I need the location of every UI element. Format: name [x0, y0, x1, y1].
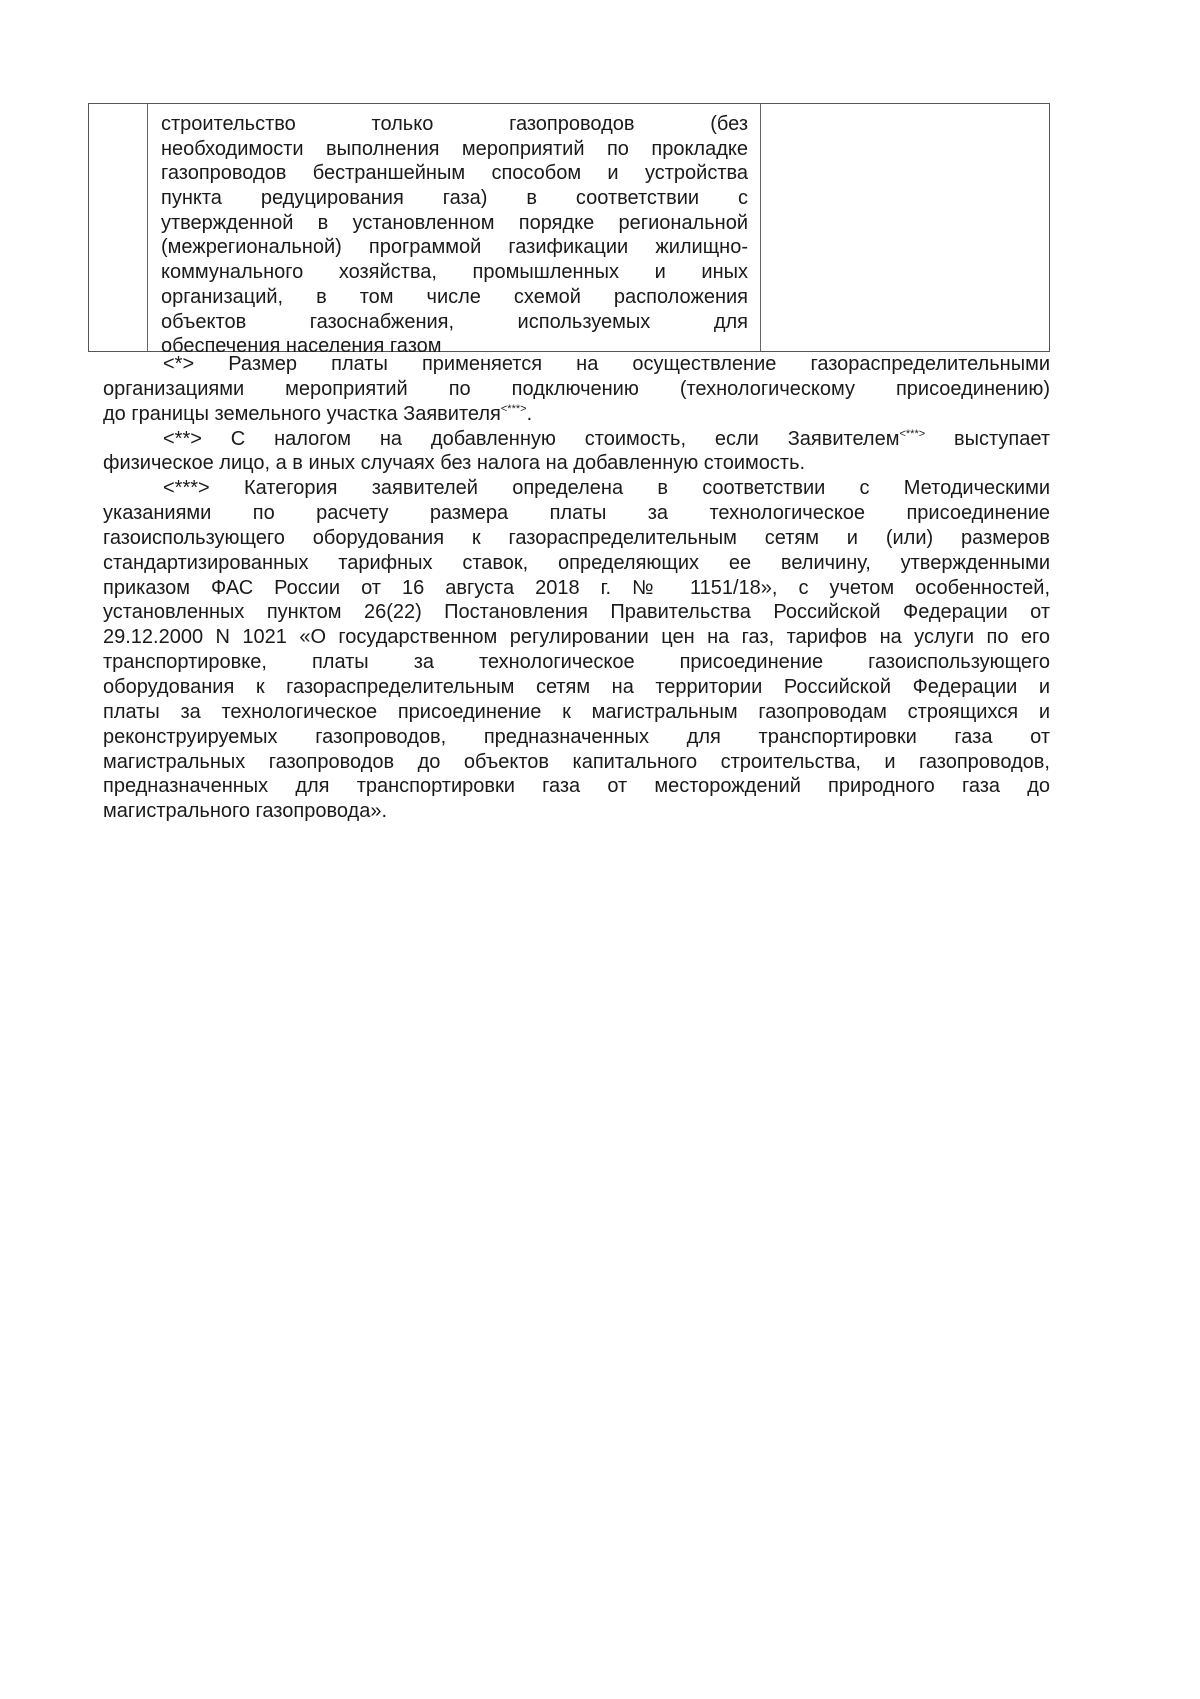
footnote-text: установленных пунктом 26(22) Постановления Правительства Российской Федерации от	[103, 601, 1050, 624]
footnote-line	[103, 650, 1050, 675]
footnote-2	[103, 427, 1050, 477]
footnote-text: <*> Размер платы применяется на осуществление газораспределительными	[163, 353, 1050, 375]
footnote-text: .	[526, 402, 533, 425]
cell-text-line: коммунального хозяйства, промышленных и иных	[161, 261, 748, 284]
footnote-text: приказом ФАС России от 16 августа 2018 г. № 1151/18», с учетом особенностей,	[103, 576, 1050, 599]
footnote-reference: <***>	[899, 427, 926, 440]
footnote-text: транспортировке, платы за технологическое присоединение газоиспользующего	[103, 651, 1050, 674]
footnote-text: выступает	[925, 427, 1050, 450]
cell-text-line: газопроводов бестраншейным способом и устройства	[161, 162, 748, 185]
footnote-line	[103, 576, 1050, 601]
footnote-line	[103, 700, 1050, 725]
cell-text-line: пункта редуцирования газа) в соответствии с	[161, 187, 748, 210]
footnote-text: оборудования к газораспределительным сетям на территории Российской Федерации и	[103, 675, 1050, 698]
footnote-line	[103, 352, 1050, 377]
cell-text-line: строительство только газопроводов (без	[161, 113, 748, 135]
footnote-text: организациями мероприятий по подключению (технологическому присоединению)	[103, 377, 1050, 400]
footnote-text: стандартизированных тарифных ставок, определяющих ее величину, утвержденными	[103, 551, 1050, 574]
cell-text-line: обеспечения населения газом	[161, 335, 442, 358]
footnote-text: газоиспользующего оборудования к газораспределительным сетям и (или) размеров	[103, 526, 1050, 549]
footnote-1	[103, 352, 1050, 427]
footnote-text: указаниями по расчету размера платы за технологическое присоединение	[103, 502, 1050, 525]
footnote-text: <**> С налогом на добавленную стоимость, если Заявителем	[163, 427, 900, 450]
cell-text-line: объектов газоснабжения, используемых для	[161, 310, 748, 333]
footnote-line	[103, 501, 1050, 526]
tariff-table-row	[88, 103, 1050, 358]
footnote-text: <***> Категория заявителей определена в соответствии с Методическими	[163, 477, 1050, 500]
footnotes	[103, 352, 1050, 824]
footnote-line	[103, 451, 1050, 476]
cell-text-line: необходимости выполнения мероприятий по прокладке	[161, 137, 748, 160]
footnote-line	[103, 402, 1050, 427]
footnote-line	[103, 600, 1050, 625]
footnote-line	[103, 427, 1050, 452]
footnote-line	[103, 725, 1050, 750]
cell-text-line: организаций, в том числе схемой расположения	[161, 285, 748, 308]
footnote-line	[103, 625, 1050, 650]
footnote-line	[103, 750, 1050, 775]
cell-text-line: утвержденной в установленном порядке региональной	[161, 211, 748, 234]
footnote-text: магистральных газопроводов до объектов капитального строительства, и газопроводов,	[103, 750, 1050, 773]
footnote-text: предназначенных для транспортировки газа от месторождений природного газа до	[103, 775, 1050, 798]
footnote-text: платы за технологическое присоединение к магистральным газопроводам строящихся и	[103, 700, 1050, 723]
table-cell-value	[762, 104, 1049, 351]
footnote-reference: <***>	[500, 402, 527, 415]
footnote-line	[103, 551, 1050, 576]
footnote-line	[103, 675, 1050, 700]
footnote-line	[103, 799, 1050, 824]
footnote-line	[103, 526, 1050, 551]
table-cell-number	[89, 104, 148, 351]
footnote-text: физическое лицо, а в иных случаях без налога на добавленную стоимость.	[103, 452, 806, 475]
table-cell-description	[149, 104, 761, 358]
cell-text-line: (межрегиональной) программой газификации жилищно-	[161, 236, 748, 259]
footnote-line	[103, 377, 1050, 402]
footnote-line	[103, 476, 1050, 501]
footnote-text: реконструируемых газопроводов, предназначенных для транспортировки газа от	[103, 725, 1050, 748]
footnote-text: 29.12.2000 N 1021 «О государственном регулировании цен на газ, тарифов на услуги по его	[103, 626, 1050, 649]
footnote-line	[103, 774, 1050, 799]
footnote-text: до границы земельного участка Заявителя	[103, 402, 501, 425]
footnote-3	[103, 476, 1050, 824]
footnote-text: магистрального газопровода».	[103, 800, 387, 823]
